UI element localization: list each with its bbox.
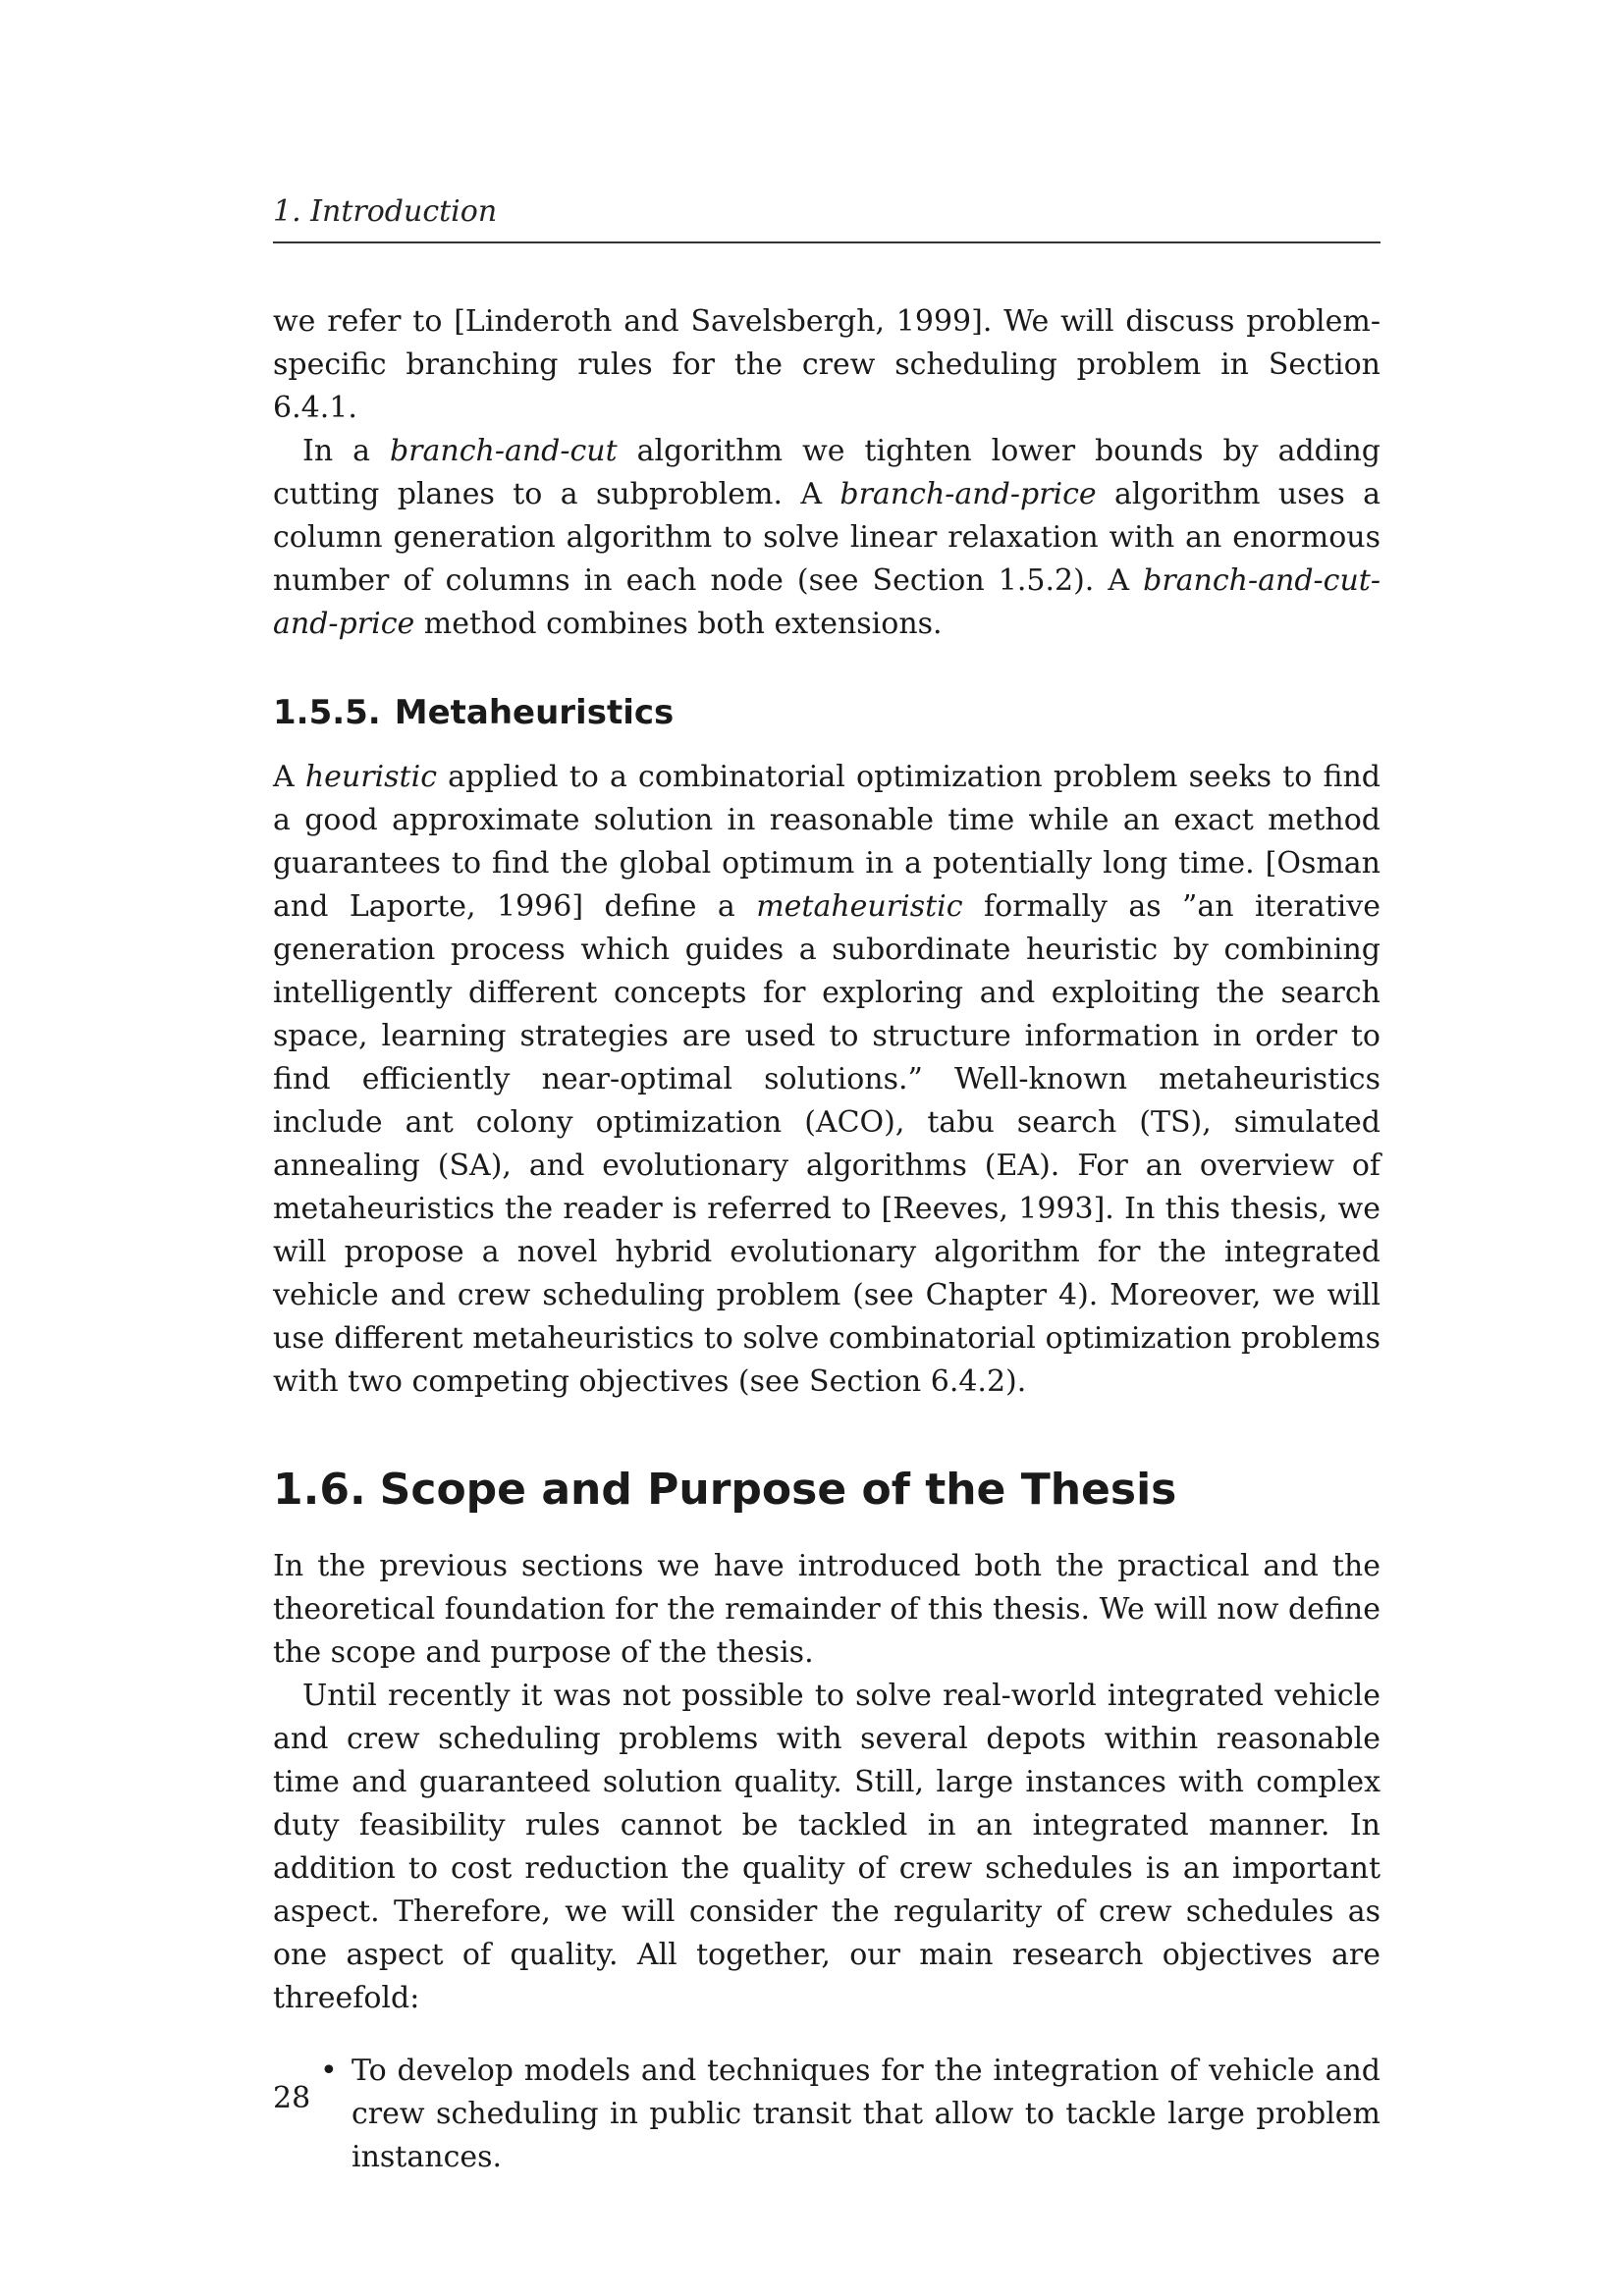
emphasis-term: branch-and-price xyxy=(839,477,1097,511)
text-run: applied to a combinatorial optimization problem seeks to find a good approximate solution in reasonable time while an exact method guarantees to find the global optimum in a potentially long time. [Osman and Laporte, 1996] define a xyxy=(273,760,1380,924)
text-run: algorithm we tighten lower bounds by adding cutting planes to a subproblem. A xyxy=(273,434,1380,511)
section-number: 1.6. xyxy=(273,1465,366,1515)
section-title: Scope and Purpose of the Thesis xyxy=(379,1465,1177,1515)
running-head: 1. Introduction xyxy=(273,194,498,229)
paragraph-objectives: Until recently it was not possible to solve real-world integrated vehicle and crew scheduling problems with several depots within reasonable time and guaranteed solution quality. Still, large instances with complex duty feasibility rules cannot be tackled in an integrated manner. In addition to cost reduction the quality of crew schedules is an important aspect. Therefore, we will consider the regularity of crew schedules as one aspect of quality. All together, our main research objectives are threefold: xyxy=(273,1679,1380,2015)
text-run: A xyxy=(273,760,305,794)
emphasis-term: heuristic xyxy=(304,760,437,794)
emphasis-term: branch-and-cut-and-price xyxy=(273,563,1380,641)
section-title: Metaheuristics xyxy=(394,693,675,732)
page-body xyxy=(273,300,1380,2179)
paragraph-metaheuristics xyxy=(273,756,1380,1404)
emphasis-term: branch-and-cut xyxy=(389,434,618,468)
text-run: method combines both extensions. xyxy=(414,607,943,641)
section-heading-scope xyxy=(273,1463,1380,1518)
page-number: 28 xyxy=(273,2081,311,2115)
text-run: formally as ”an iterative generation process which guides a subordinate heuristic by combining intelligently different concepts for exploring and exploiting the search space, learning strategies are used to structure information in order to find efficiently near-optimal solutions.” Well-known metaheuristics include ant colony optimization (ACO), tabu search (TS), simulated annealing (SA), and evolutionary algorithms (EA). For an overview of metaheuristics the reader is referred to [Reeves, 1993]. In this thesis, we will propose a novel hybrid evolutionary algorithm for the integrated vehicle and crew scheduling problem (see Chapter 4). Moreover, we will use different metaheuristics to solve combinatorial optimization problems with two competing objectives (see Section 6.4.2). xyxy=(273,889,1380,1399)
section-heading-metaheuristics xyxy=(273,691,1380,734)
bullet-icon: • xyxy=(320,2054,338,2088)
list-item xyxy=(273,2050,1380,2179)
text-run: In a xyxy=(302,434,390,468)
paragraph-branch-methods xyxy=(273,430,1380,646)
paragraph-continuation: we refer to [Linderoth and Savelsbergh, 1999]. We will discuss problem-specific branching rules for the crew scheduling problem in Section 6.4.1. xyxy=(273,304,1380,425)
list-item-text: To develop models and techniques for the integration of vehicle and crew scheduling in public transit that allow to tackle large problem instances. xyxy=(352,2054,1380,2174)
section-number: 1.5.5. xyxy=(273,693,381,732)
text-run: algorithm uses a column generation algorithm to solve linear relaxation with an enormous number of columns in each node (see Section 1.5.2). A xyxy=(273,477,1380,598)
emphasis-term: metaheuristic xyxy=(756,889,963,924)
objectives-list xyxy=(273,2050,1380,2179)
paragraph-scope-intro: In the previous sections we have introduced both the practical and the theoretical foundation for the remainder of this thesis. We will now define the scope and purpose of the thesis. xyxy=(273,1549,1380,1670)
page-header xyxy=(273,192,1380,243)
